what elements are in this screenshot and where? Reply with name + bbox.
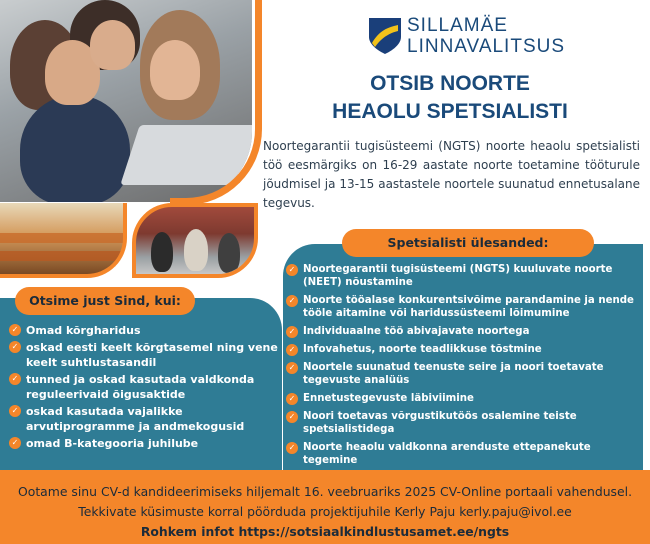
requirements-list: [9, 323, 279, 453]
check-icon: ✓: [9, 405, 21, 417]
check-icon: ✓: [286, 393, 298, 405]
task-text: Infovahetus, noorte teadlikkuse tõstmine: [303, 344, 542, 355]
requirement-text: omad B-kategooria juhilube: [26, 437, 199, 450]
footer-deadline: Ootame sinu CV-d kandideerimiseks hiljemalt 16. veebruariks 2025 CV-Online portaali vahendusel.: [17, 484, 633, 499]
title-line1: OTSIB NOORTE: [370, 72, 530, 95]
footer-contact: Tekkivate küsimuste korral pöörduda projektijuhile Kerly Paju kerly.paju@ivol.ee: [78, 504, 572, 519]
library-photo: [0, 203, 127, 278]
organization-name: [407, 15, 565, 57]
check-icon: ✓: [286, 326, 298, 338]
page-title: [330, 70, 570, 126]
check-icon: ✓: [286, 442, 298, 454]
list-item: [286, 392, 636, 405]
title-line2: HEAOLU SPETSIALISTI: [332, 100, 568, 123]
task-text: Ennetustegevuste läbiviimine: [303, 393, 474, 404]
organization-name-line1: SILLAMÄE: [407, 15, 508, 36]
requirement-text: tunned ja oskad kasutada valdkonda reguleerivaid õigusaktide: [26, 373, 255, 401]
list-item: [9, 436, 279, 451]
task-text: Noortegarantii tugisüsteemi (NGTS) kuuluvate noorte (NEET) nõustamine: [303, 264, 613, 288]
organization-name-line2: LINNAVALITSUS: [407, 36, 566, 57]
task-text: Noori toetavas võrgustikutöös osalemine teiste spetsialistidega: [303, 411, 577, 435]
check-icon: ✓: [286, 411, 298, 423]
task-text: Individuaalne töö abivajavate noortega: [303, 326, 530, 337]
list-item: [286, 410, 636, 436]
list-item: [286, 361, 636, 387]
check-icon: ✓: [286, 362, 298, 374]
task-text: Noorte heaolu valdkonna arenduste ettepanekute tegemine: [303, 442, 591, 466]
requirement-text: Omad kõrgharidus: [26, 324, 141, 337]
list-item: [9, 340, 279, 370]
footer-more-info: Rohkem infot https://sotsiaalkindlustusamet.ee/ngts: [140, 524, 510, 539]
check-icon: ✓: [286, 264, 298, 276]
requirement-text: oskad kasutada vajalikke arvutiprogramme ja andmekogusid: [26, 405, 245, 433]
list-item: [286, 441, 636, 467]
requirements-heading: Otsime just Sind, kui:: [15, 287, 195, 315]
list-item: [286, 343, 636, 356]
check-icon: ✓: [9, 324, 21, 336]
tasks-list: [286, 263, 636, 472]
requirement-text: oskad eesti keelt kõrgtasemel ning vene keelt suhtlustasandil: [26, 341, 278, 369]
list-item: [9, 404, 279, 434]
check-icon: ✓: [9, 341, 21, 353]
coat-of-arms-icon: [368, 17, 402, 55]
check-icon: ✓: [9, 437, 21, 449]
list-item: [9, 372, 279, 402]
task-text: Noorte tööalase konkurentsivõime parandamine ja nende tööle aitamine või haridussüsteemi lõimumine: [303, 295, 634, 319]
check-icon: ✓: [9, 373, 21, 385]
students-outdoor-photo: [132, 203, 258, 278]
list-item: [9, 323, 279, 338]
task-text: Noortele suunatud teenuste seire ja noori toetavate tegevuste analüüs: [303, 362, 604, 386]
check-icon: ✓: [286, 344, 298, 356]
list-item: [286, 325, 636, 338]
footer: [0, 470, 650, 544]
list-item: [286, 263, 636, 289]
intro-text: Noortegarantii tugisüsteemi (NGTS) noorte heaolu spetsialisti töö eesmärgiks on 16-29 aastate noorte toetamine tööturule jõudmisel ja 13-15 aastastele noortele suunatud ennetusalane tegevus.: [263, 139, 640, 210]
list-item: [286, 294, 636, 320]
check-icon: ✓: [286, 295, 298, 307]
tasks-heading: Spetsialisti ülesanded:: [342, 229, 594, 257]
